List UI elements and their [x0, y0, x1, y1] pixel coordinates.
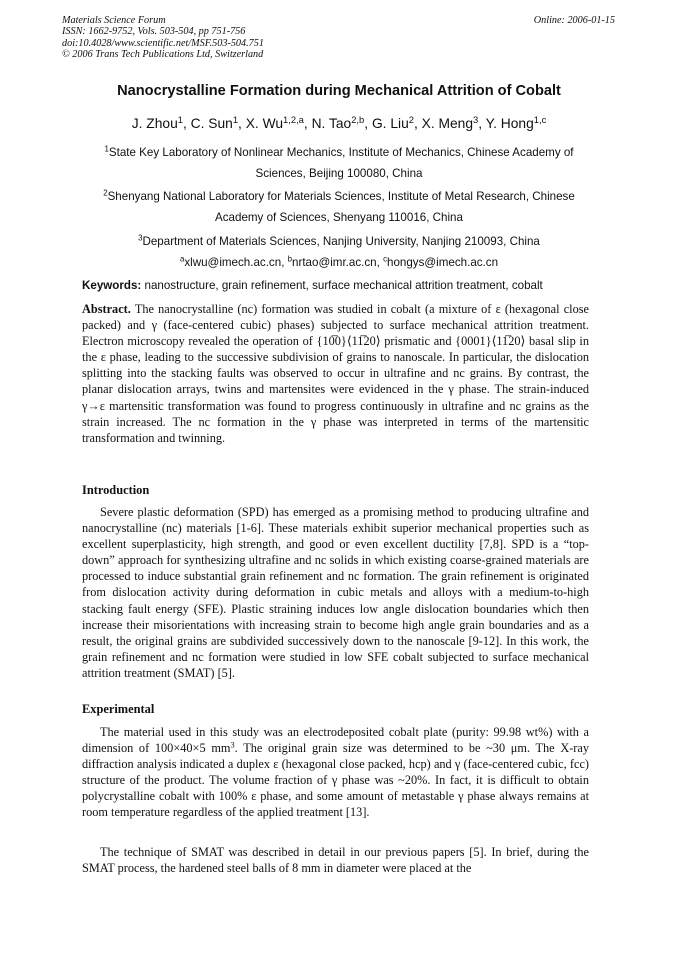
abstract-text: The nanocrystalline (nc) formation was studied in cobalt (a mixture of ε (hexagonal close packed) and γ (face-centered cubic) phases) subjected to surface mechanical attrition treatment. Electron microscopy revealed the operation of {10̅0}⟨11̅20⟩ prismatic and {0001}⟨11̅20⟩ basal slip in the ε phase, leading to the successive subdivision of grains to nanoscale. In particular, the dislocation splitting into the stacking faults was observed to occur in ultrafine and nc grains. By contrast, the planar dislocation arrays, twins and martensites were evidenced in the γ phase. The strain-induced γ→ε martensitic transformation was found to progress continuously in ultrafine and nc grains as the strain increased. The nc formation in the γ phase was interpreted in terms of the martensitic transformation and twinning.	[82, 302, 589, 445]
email-sup: a	[179, 254, 185, 264]
email-list: $^a$xlwu@imech.ac.cn, $^b$nrtao@imr.ac.cn, $^c$hongys@imech.ac.cn	[179, 254, 499, 269]
author-name: C. Sun	[190, 116, 233, 131]
email-sup: c	[383, 254, 388, 264]
affil-line: State Key Laboratory of Nonlinear Mechanics, Institute of Mechanics, Chinese Academy of	[108, 146, 574, 159]
email-link[interactable]: xlwu@imech.ac.cn	[184, 256, 282, 269]
introduction-paragraph: Severe plastic deformation (SPD) has emerged as a promising method to producing ultrafine and nanocrystalline (nc) materials [1-6]. These materials exhibit superior mechanical properties such as excellent superplasticity, high strength, and good or even excellent ductility [7,8]. SPD is a “top-down” approach for synthesizing ultrafine and nc solids in which existing coarse-grained materials are processed to induce substantial grain refinement and nc formation. The grain refinement is originated from dislocation activity during deformation in cubic metals and alloys with a medium-to-high stacking fault energy (SFE). Plastic straining induces low angle dislocation boundaries which then increase their misorientations with increasing strain to become high angle grain boundaries and as a result, the original grains are subdivided successively down to the nanoscale [9-12]. In this work, the grain refinement and nc formation were studied in low SFE cobalt subjected to surface mechanical attrition treatment (SMAT) [5].	[82, 505, 589, 680]
author-name: G. Liu	[371, 116, 409, 131]
online-date: Online: 2006-01-15	[533, 15, 615, 26]
keywords-label: Keywords:	[82, 279, 142, 292]
author-name: J. Zhou	[131, 116, 178, 131]
email-link[interactable]: nrtao@imr.ac.cn	[292, 256, 377, 269]
affil-line: Academy of Sciences, Shenyang 110016, China	[215, 211, 463, 224]
abstract	[82, 301, 589, 446]
author-list: J. Zhou$^1$, C. Sun$^1$, X. Wu$^{1,2,a}$, N. Tao$^{2,b}$, G. Liu$^2$, X. Meng$^3$, Y. Hong$^{1,c}$	[131, 114, 547, 131]
unit-superscript: 3	[230, 740, 235, 750]
experimental-text: . The original grain size was determined to be ~30 μm. The X-ray diffraction analysis indicated a duplex ε (hexagonal close packed, hcp) and γ (face-centered cubic, fcc) structure of the product. The volume fraction of γ phase was ~20%. In fact, it is difficult to obtain polycrystalline cobalt with 100% ε phase, and some amount of metastable γ phase always remains at room temperature regardless of the applied treatment [13].	[82, 741, 589, 820]
author-sup: 1,c	[533, 114, 547, 125]
author-name: Y. Hong	[485, 116, 534, 131]
experimental-paragraph-2: The technique of SMAT was described in detail in our previous papers [5]. In brief, during the SMAT process, the hardened steel balls of 8 mm in diameter were placed at the	[82, 845, 589, 876]
author-name: N. Tao	[311, 116, 352, 131]
author-sup: 2,b	[351, 114, 365, 125]
author-sup: 1	[232, 114, 239, 125]
journal-name: Materials Science Forum	[62, 15, 166, 26]
copyright-line: © 2006 Trans Tech Publications Ltd, Switzerland	[62, 49, 264, 61]
affil-sup: 3	[138, 233, 143, 243]
author-name: X. Wu	[245, 116, 284, 131]
affiliation-2	[70, 186, 608, 228]
email-link[interactable]: hongys@imech.ac.cn	[387, 256, 499, 269]
section-heading-experimental: Experimental	[82, 702, 155, 716]
affil-line: Shenyang National Laboratory for Materials Sciences, Institute of Metal Research, Chinese	[107, 190, 575, 203]
keywords-text: nanostructure, grain refinement, surface mechanical attrition treatment, cobalt	[144, 279, 543, 292]
affiliation-1	[70, 142, 608, 184]
affiliation-3	[70, 231, 608, 252]
author-sup: 1,2,a	[283, 114, 304, 125]
author-name: X. Meng	[421, 116, 474, 131]
keywords	[82, 279, 622, 292]
doi-line: doi:10.4028/www.scientific.net/MSF.503-504.751	[62, 37, 264, 49]
affil-sup: 2	[103, 188, 108, 198]
experimental-paragraph-1	[82, 724, 589, 821]
paper-title: Nanocrystalline Formation during Mechanical Attrition of Cobalt	[117, 83, 561, 99]
affil-line: Department of Materials Sciences, Nanjing University, Nanjing 210093, China	[142, 235, 540, 248]
affil-line: Sciences, Beijing 100080, China	[255, 167, 423, 180]
section-heading-introduction: Introduction	[82, 483, 150, 497]
issn-line: ISSN: 1662-9752, Vols. 503-504, pp 751-756	[62, 26, 246, 38]
journal-header	[62, 15, 264, 61]
author-sup: 2	[408, 114, 414, 125]
experimental-text: The material used in this study was an electrodeposited cobalt plate (purity: 99.98 wt%) with a dimension of 100×40×5 mm	[82, 725, 589, 756]
author-sup: 1	[177, 114, 183, 125]
abstract-label: Abstract.	[82, 302, 131, 316]
author-sup: 3	[473, 114, 479, 125]
affil-sup: 1	[104, 144, 109, 154]
email-sup: b	[287, 254, 293, 264]
